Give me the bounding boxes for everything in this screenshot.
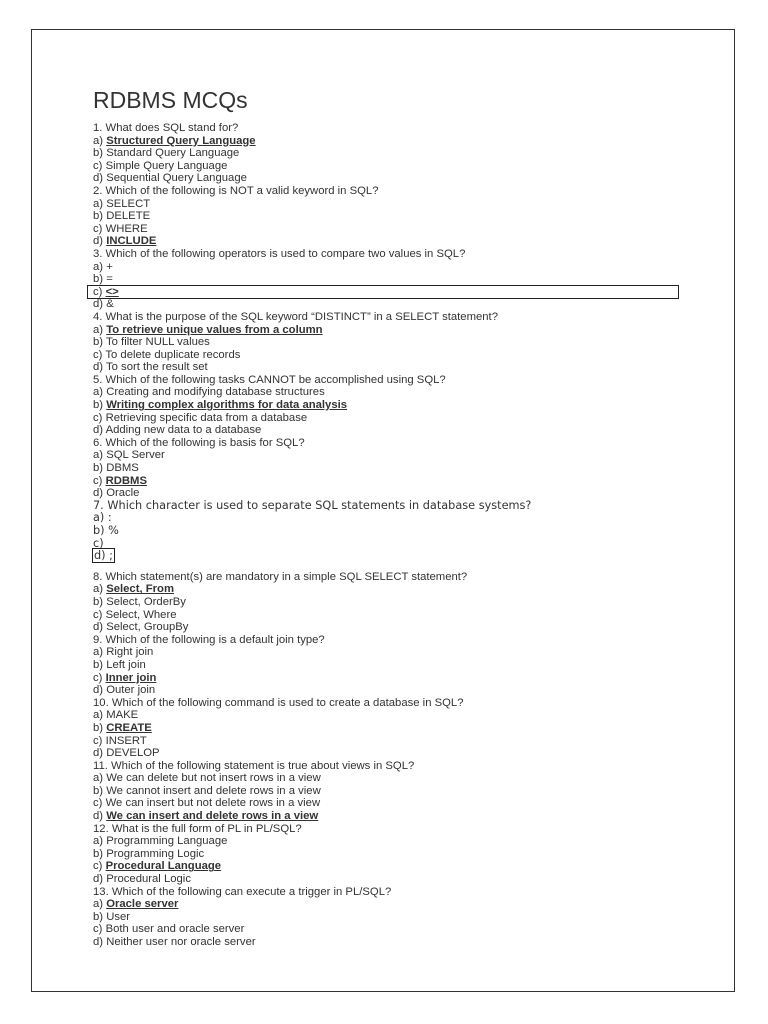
option-text: Neither user nor oracle server [106, 936, 256, 948]
option-label: b) [93, 784, 107, 797]
option-label: c) [93, 474, 106, 487]
option-label: d) [93, 621, 107, 634]
question-line [93, 374, 693, 387]
option-line [93, 172, 693, 185]
option-text: Left join [106, 658, 146, 671]
option-text: We cannot insert and delete rows in a view [106, 784, 321, 797]
option-text: d) ; [94, 549, 113, 563]
question-line [93, 634, 693, 647]
option-label: c) [93, 159, 106, 172]
option-line [93, 672, 693, 685]
option-label: b) [93, 147, 107, 160]
option-label: b) [93, 273, 107, 286]
option-line [93, 198, 693, 211]
question-text: 8. Which statement(s) are mandatory in a simple SQL SELECT statement? [93, 570, 468, 583]
option-label: a) [93, 709, 107, 722]
option-text: MAKE [106, 709, 139, 722]
option-label: d) [93, 936, 107, 948]
option-line [93, 525, 693, 538]
option-line [93, 261, 693, 274]
option-label: d) [93, 873, 107, 886]
question-text: 12. What is the full form of PL in PL/SQL? [93, 822, 302, 835]
option-text: SELECT [106, 197, 151, 210]
option-text: a) : [93, 511, 112, 525]
option-label: a) [93, 386, 107, 399]
question-line [93, 185, 693, 198]
question-text: 11. Which of the following statement is true about views in SQL? [93, 759, 415, 772]
option-text: b) % [93, 524, 119, 537]
option-label: a) [93, 260, 107, 273]
option-line [93, 609, 693, 622]
option-label: a) [93, 323, 107, 336]
option-line [93, 621, 693, 634]
option-line [93, 583, 693, 596]
option-line [93, 324, 693, 337]
correct-answer-text: Procedural Language [105, 860, 222, 873]
question-line [93, 248, 693, 261]
option-text: Right join [106, 646, 154, 659]
correct-answer-text: To retrieve unique values from a column [106, 323, 323, 336]
option-text: Programming Language [106, 835, 228, 848]
option-line [93, 223, 693, 236]
document-title: RDBMS MCQs [93, 87, 248, 113]
option-text: WHERE [105, 222, 148, 235]
correct-answer-text: We can insert and delete rows in a view [106, 810, 319, 823]
option-label: d) [93, 810, 107, 823]
option-line [93, 898, 693, 911]
option-label: c) [93, 348, 106, 361]
option-line [93, 709, 693, 722]
option-text: User [106, 910, 131, 923]
option-text: Retrieving specific data from a database [105, 411, 308, 424]
option-line [93, 475, 693, 488]
option-text: Outer join [106, 684, 156, 697]
option-label: c) [93, 285, 106, 298]
question-line [93, 760, 693, 773]
option-line [93, 160, 693, 173]
option-text: Adding new data to a database [105, 424, 262, 437]
option-line [93, 785, 693, 798]
option-label: a) [93, 898, 107, 911]
option-label: c) [93, 608, 106, 621]
option-label: d) [93, 424, 106, 437]
option-text: Oracle [106, 487, 140, 500]
option-text: Procedural Logic [106, 873, 191, 886]
option-text: Both user and oracle server [105, 923, 245, 936]
option-label: d) [93, 487, 107, 500]
option-line [93, 336, 693, 349]
option-text: To sort the result set [105, 361, 208, 374]
blank-line [93, 563, 693, 571]
option-line [93, 873, 693, 886]
option-label: d) [93, 747, 107, 760]
question-text: 2. Which of the following is NOT a valid keyword in SQL? [93, 184, 379, 197]
option-label: b) [93, 210, 107, 223]
option-line [93, 399, 693, 412]
option-label: d) [93, 684, 107, 697]
correct-answer-text: Inner join [105, 671, 157, 684]
option-label: a) [93, 583, 107, 596]
question-text: 13. Which of the following can execute a trigger in PL/SQL? [93, 885, 392, 898]
option-line [93, 361, 693, 374]
option-label: c) [93, 411, 106, 424]
option-line [93, 810, 693, 823]
option-line [93, 797, 693, 810]
option-line [93, 923, 693, 936]
option-line [93, 659, 693, 672]
option-label: b) [93, 910, 107, 923]
option-text: DEVELOP [106, 747, 160, 760]
option-text: Simple Query Language [105, 159, 228, 172]
question-text: 9. Which of the following is a default join type? [93, 633, 325, 646]
option-label: c) [93, 797, 106, 810]
option-text: Sequential Query Language [106, 172, 247, 185]
question-line [93, 697, 693, 710]
option-text: Select, OrderBy [106, 595, 186, 608]
question-text: 10. Which of the following command is used to create a database in SQL? [93, 696, 464, 709]
option-line [93, 462, 693, 475]
option-line [93, 911, 693, 924]
option-text: DBMS [106, 462, 139, 475]
option-label: d) [93, 298, 107, 311]
option-line [93, 512, 693, 525]
option-line [93, 735, 693, 748]
option-label: c) [93, 860, 106, 873]
option-line [93, 449, 693, 462]
option-text: c) [93, 536, 104, 550]
option-label: c) [93, 671, 106, 684]
option-label: a) [93, 197, 107, 210]
option-label: a) [93, 772, 107, 785]
option-text: Creating and modifying database structures [106, 386, 325, 399]
option-line [93, 424, 693, 437]
option-text: Select, Where [105, 608, 177, 621]
option-text: + [106, 260, 113, 273]
option-label: a) [93, 449, 107, 462]
option-label: d) [93, 172, 107, 185]
correct-answer-text: Writing complex algorithms for data analysis [106, 399, 348, 412]
correct-answer-text: RDBMS [105, 474, 147, 487]
option-text: We can insert but not delete rows in a view [105, 797, 321, 810]
option-label: c) [93, 222, 106, 235]
question-line [93, 571, 693, 584]
correct-answer-text: Structured Query Language [106, 134, 256, 147]
option-line [93, 286, 693, 299]
correct-answer-text: <> [105, 285, 119, 298]
option-text: = [106, 273, 113, 286]
option-line [93, 646, 693, 659]
option-line [93, 349, 693, 362]
correct-answer-text: Oracle server [106, 898, 179, 911]
option-line [93, 848, 693, 861]
option-line [93, 538, 693, 551]
option-label: b) [93, 462, 107, 475]
option-label: d) [93, 235, 107, 248]
option-line [93, 210, 693, 223]
question-text: 3. Which of the following operators is used to compare two values in SQL? [93, 247, 466, 260]
mcq-content [93, 122, 693, 949]
option-label: b) [93, 658, 107, 671]
option-line [93, 298, 693, 311]
question-text: 4. What is the purpose of the SQL keyword “DISTINCT” in a SELECT statement? [93, 310, 498, 323]
option-label: b) [93, 847, 107, 860]
option-label: a) [93, 646, 107, 659]
option-text: INSERT [105, 734, 147, 747]
option-label: b) [93, 336, 106, 349]
correct-answer-text: INCLUDE [106, 235, 157, 248]
option-text: To filter NULL values [105, 336, 210, 349]
question-line [93, 500, 693, 513]
option-line [93, 235, 693, 248]
option-text: DELETE [106, 210, 151, 223]
option-line [93, 936, 693, 949]
option-text: SQL Server [106, 449, 165, 462]
correct-answer-text: Select, From [106, 583, 174, 596]
option-text: We can delete but not insert rows in a view [106, 772, 321, 785]
option-text: To delete duplicate records [105, 348, 241, 361]
option-label: b) [93, 399, 107, 412]
question-text: 5. Which of the following tasks CANNOT be accomplished using SQL? [93, 373, 446, 386]
question-line [93, 311, 693, 324]
option-line [93, 135, 693, 148]
question-line [93, 823, 693, 836]
option-label: d) [93, 361, 106, 374]
option-line [93, 860, 693, 873]
option-text: Programming Logic [106, 847, 205, 860]
option-line [93, 147, 693, 160]
option-line [93, 412, 693, 425]
option-line [93, 835, 693, 848]
question-line [93, 437, 693, 450]
option-line [93, 747, 693, 760]
option-line [93, 386, 693, 399]
option-line [93, 550, 693, 563]
question-text: 6. Which of the following is basis for SQL? [93, 436, 305, 449]
option-text: Standard Query Language [106, 147, 240, 160]
option-text: & [106, 298, 114, 311]
option-label: c) [93, 734, 106, 747]
option-line [93, 596, 693, 609]
option-label: a) [93, 835, 107, 848]
option-label: c) [93, 923, 106, 936]
option-text: Select, GroupBy [106, 621, 189, 634]
question-line [93, 886, 693, 899]
option-label: b) [93, 595, 107, 608]
question-text: 7. Which character is used to separate SQL statements in database systems? [93, 498, 532, 512]
correct-answer-text: CREATE [106, 721, 152, 734]
option-line [93, 722, 693, 735]
option-label: a) [93, 134, 107, 147]
question-text: 1. What does SQL stand for? [93, 122, 239, 134]
option-line [93, 684, 693, 697]
option-label: b) [93, 721, 107, 734]
option-line [93, 772, 693, 785]
question-line [93, 122, 693, 135]
